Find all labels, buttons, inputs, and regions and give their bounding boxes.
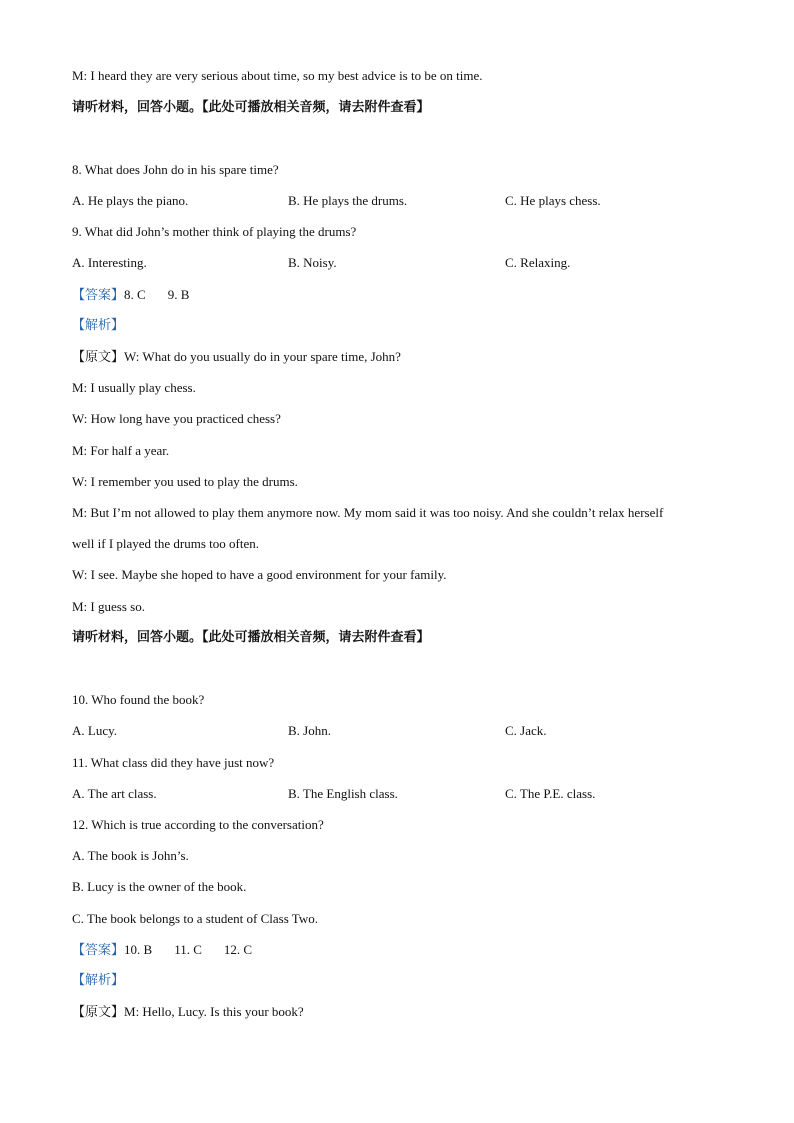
q12-option-c: C. The book belongs to a student of Class Two. [72, 911, 318, 926]
question-12: 12. Which is true according to the conversation? [72, 817, 324, 832]
answer-8: 8. C [124, 287, 146, 302]
q10-option-a: A. Lucy. [72, 723, 118, 738]
dialogue-line: M: I usually play chess. [72, 380, 196, 395]
q9-option-a: A. Interesting. [72, 255, 147, 270]
dialogue-line: W: I see. Maybe she hoped to have a good environment for your family. [72, 567, 447, 582]
q8-option-c: C. He plays chess. [505, 193, 601, 208]
q11-option-a: A. The art class. [72, 786, 157, 801]
q12-option-a: A. The book is John’s. [72, 848, 189, 863]
dialogue-line: W: How long have you practiced chess? [72, 411, 281, 426]
q8-option-b: B. He plays the drums. [288, 193, 408, 208]
answer-tag: 【答案】 [72, 288, 125, 303]
q10-option-c: C. Jack. [505, 723, 547, 738]
answer-12: 12. C [223, 942, 253, 957]
dialogue-line: M: I guess so. [72, 599, 145, 614]
question-9: 9. What did John’s mother think of playing the drums? [72, 224, 357, 239]
answer-9: 9. B [167, 287, 190, 302]
transcript-text: M: Hello, Lucy. Is this your book? [124, 1004, 304, 1019]
question-10: 10. Who found the book? [72, 692, 205, 707]
transcript-line [72, 349, 401, 366]
transcript-line [72, 1004, 304, 1021]
answer-tag: 【答案】 [72, 943, 125, 958]
question-8: 8. What does John do in his spare time? [72, 162, 279, 177]
dialogue-line: well if I played the drums too often. [72, 536, 260, 551]
transcript-text: W: What do you usually do in your spare time, John? [124, 349, 401, 364]
dialogue-line: M: For half a year. [72, 443, 170, 458]
q9-option-c: C. Relaxing. [505, 255, 571, 270]
q9-option-b: B. Noisy. [288, 255, 337, 270]
q10-option-b: B. John. [288, 723, 331, 738]
answer-10: 10. B [124, 942, 153, 957]
q8-option-a: A. He plays the piano. [72, 193, 189, 208]
question-11: 11. What class did they have just now? [72, 755, 275, 770]
answer-line [72, 287, 189, 304]
transcript-tag: 【原文】 [72, 350, 125, 365]
listen-instruction: 请听材料，回答小题。【此处可播放相关音频，请去附件查看】 [72, 630, 430, 645]
transcript-tag: 【原文】 [72, 1005, 125, 1020]
q11-option-b: B. The English class. [288, 786, 398, 801]
dialogue-line: M: I heard they are very serious about time, so my best advice is to be on time. [72, 68, 483, 83]
q12-option-b: B. Lucy is the owner of the book. [72, 879, 247, 894]
dialogue-line: M: But I’m not allowed to play them anymore now. My mom said it was too noisy. And she couldn’t relax herself [72, 505, 664, 520]
answer-11: 11. C [174, 942, 202, 957]
analysis-tag: 【解析】 [72, 318, 125, 333]
q11-option-c: C. The P.E. class. [505, 786, 596, 801]
analysis-tag: 【解析】 [72, 973, 125, 988]
listen-instruction: 请听材料，回答小题。【此处可播放相关音频，请去附件查看】 [72, 100, 430, 115]
answer-line [72, 942, 252, 959]
dialogue-line: W: I remember you used to play the drums. [72, 474, 298, 489]
